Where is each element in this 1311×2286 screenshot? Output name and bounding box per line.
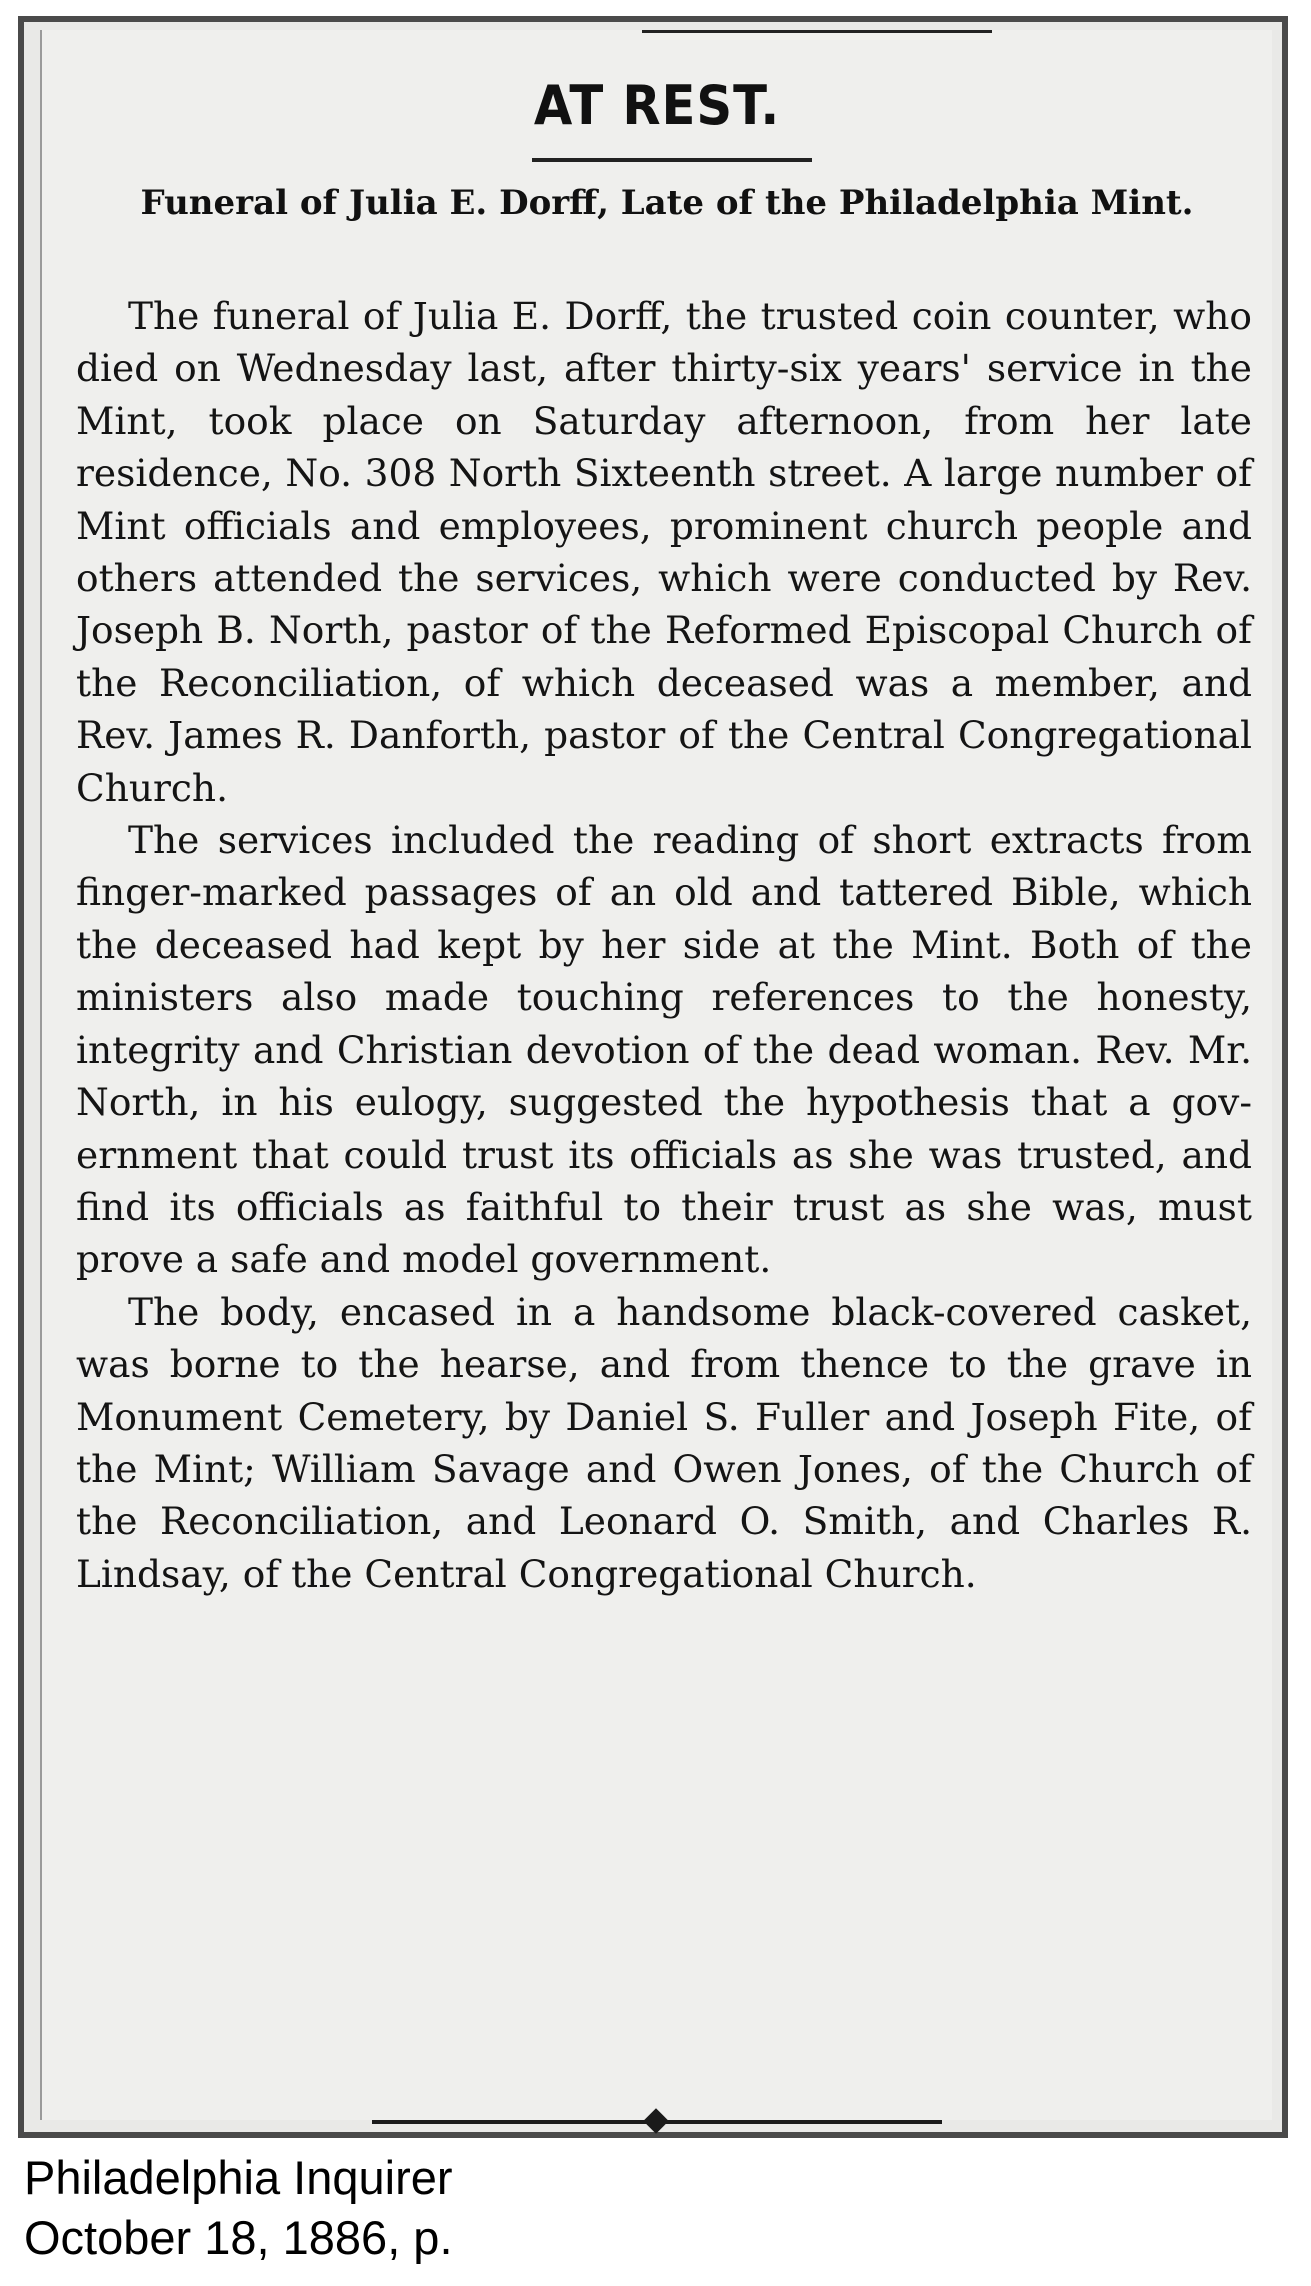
- article-paragraph: The services included the reading of short extracts from finger-marked passages of an old and tattered Bible, which the deceased had kept by her side at the Mint. Both of the ministers also made touching references to the honesty, integrity and Christian devotion of the dead woman. Rev. Mr. North, in his eulogy, suggested the hypothesis that a government that could trust its officials as she was trusted, and find its officials as faithful to their trust as she was, must prove a safe and model government.: [76, 818, 1252, 1282]
- top-rule: [642, 30, 992, 33]
- caption-date: October 18, 1886, p.: [24, 2211, 453, 2264]
- clipping-paper: [40, 30, 1272, 2120]
- article-body: [76, 290, 1252, 1600]
- end-rule-diamond: [643, 2108, 668, 2133]
- subheadline: Funeral of Julia E. Dorff, Late of the Philadelphia Mint.: [140, 183, 1194, 223]
- source-caption: [24, 2148, 453, 2268]
- headline-rule: [532, 158, 812, 162]
- headline: AT REST.: [533, 74, 781, 137]
- article-paragraph: The body, encased in a handsome black-covered casket, was borne to the hearse, and from thence to the grave in Monument Cemetery, by Daniel S. Fuller and Joseph Fite, of the Mint; William Savage and Owen Jones, of the Church of the Reconciliation, and Leonard O. Smith, and Charles R. Lindsay, of the Central Congregational Church.: [76, 1289, 1252, 1596]
- article-paragraph: The funeral of Julia E. Dorff, the trusted coin counter, who died on Wednesday last, after thirty-six years' service in the Mint, took place on Saturday afternoon, from her late residence, No. 308 North Sixteenth street. A large number of Mint officials and employees, prominent church people and others attended the services, which were conducted by Rev. Joseph B. North, pastor of the Reformed Episcopal Church of the Reconciliation, of which deceased was a member, and Rev. James R. Danforth, pastor of the Central Congregational Church.: [76, 294, 1252, 810]
- newspaper-clipping: [18, 16, 1288, 2138]
- caption-publication: Philadelphia Inquirer: [24, 2151, 453, 2204]
